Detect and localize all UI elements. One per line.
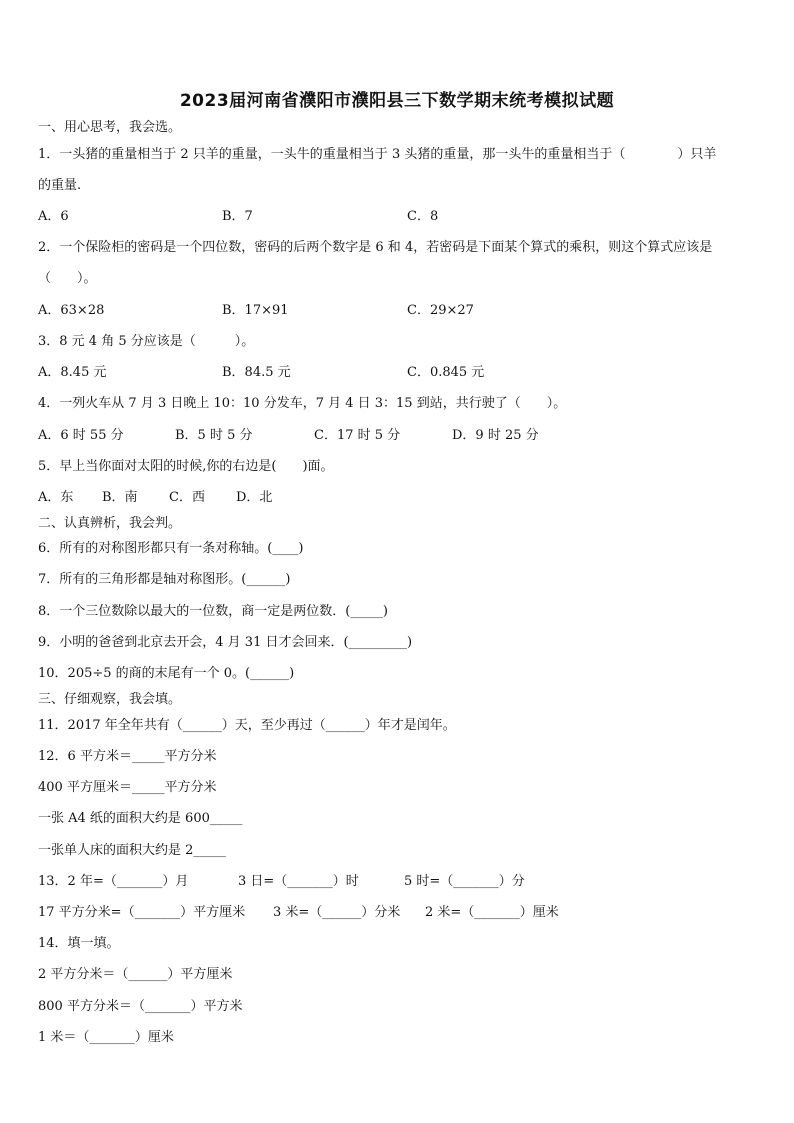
question-10-text: 10．205÷5 的商的末尾有一个 0。(______): [38, 666, 295, 681]
question-11-text: 11．2017 年全年共有（______）天，至少再过（______）年才是闰年。: [38, 718, 456, 733]
question-14-line-1: 2 平方分米＝（______）平方厘米: [38, 967, 233, 982]
question-14-line-3: 1 米＝（_______）厘米: [38, 1030, 174, 1045]
question-2-option-b: B．17×91: [222, 303, 289, 318]
question-13-part-f: 2 米=（_______）厘米: [425, 905, 559, 920]
question-4-option-b: B．5 时 5 分: [175, 428, 253, 443]
question-2-text: 2．一个保险柜的密码是一个四位数，密码的后两个数字是 6 和 4，若密码是下面某个算式的乘积，则这个算式应该是: [38, 240, 713, 255]
question-4-text: 4．一列火车从 7 月 3 日晚上 10：10 分发车，7 月 4 日 3：15 到站，共行驶了（ ）。: [38, 396, 567, 411]
question-14-title: 14．填一填。: [38, 936, 120, 951]
question-12-line-1: 12．6 平方米＝_____平方分米: [38, 749, 217, 764]
question-12-line-2: 400 平方厘米＝_____平方分米: [38, 780, 217, 795]
page-title: 2023届河南省濮阳市濮阳县三下数学期末统考模拟试题: [179, 91, 615, 111]
question-4-option-c: C．17 时 5 分: [314, 428, 401, 443]
question-1-option-c: C．8: [407, 209, 439, 224]
question-2-option-c: C．29×27: [407, 303, 474, 318]
question-5-text: 5．早上当你面对太阳的时候,你的右边是( )面。: [38, 459, 334, 474]
question-1-text-cont: 的重量.: [38, 178, 82, 193]
question-2-text-cont: （ ）。: [38, 271, 97, 286]
question-5-option-b: B．南: [102, 490, 138, 505]
question-9-text: 9．小明的爸爸到北京去开会，4 月 31 日才会回来．(_________): [38, 635, 413, 650]
question-5-option-c: C．西: [169, 490, 205, 505]
question-4-option-d: D．9 时 25 分: [452, 428, 539, 443]
question-13-part-b: 3 日=（_______）时: [238, 874, 359, 889]
question-3-option-b: B．84.5 元: [222, 365, 291, 380]
question-12-line-4: 一张单人床的面积大约是 2_____: [38, 843, 226, 858]
question-3-text: 3．8 元 4 角 5 分应该是（ ）。: [38, 334, 255, 349]
question-1-option-b: B．7: [222, 209, 253, 224]
question-12-line-3: 一张 A4 纸的面积大约是 600_____: [38, 811, 243, 826]
section-heading-2: 二、认真辨析，我会判。: [38, 516, 182, 531]
question-1-text: 1．一头猪的重量相当于 2 只羊的重量，一头牛的重量相当于 3 头猪的重量，那一头牛的重量相当于（ ）只羊: [38, 147, 717, 162]
question-7-text: 7．所有的三角形都是轴对称图形。(______): [38, 572, 291, 587]
section-heading-3: 三、仔细观察，我会填。: [38, 692, 182, 707]
question-3-option-c: C．0.845 元: [407, 365, 485, 380]
question-13-part-d: 17 平方分米=（_______）平方厘米: [38, 905, 246, 920]
section-heading-1: 一、用心思考，我会选。: [38, 120, 182, 135]
question-1-option-a: A．6: [38, 209, 69, 224]
question-5-option-a: A．东: [38, 490, 74, 505]
question-13-part-c: 5 时=（_______）分: [404, 874, 525, 889]
question-4-option-a: A．6 时 55 分: [38, 428, 124, 443]
question-6-text: 6．所有的对称图形都只有一条对称轴。(____): [38, 541, 304, 556]
question-13-part-a: 13．2 年=（_______）月: [38, 874, 189, 889]
question-13-part-e: 3 米=（______）分米: [273, 905, 401, 920]
question-8-text: 8．一个三位数除以最大的一位数，商一定是两位数．(_____): [38, 604, 388, 619]
question-14-line-2: 800 平方分米＝（_______）平方米: [38, 999, 243, 1014]
question-5-option-d: D．北: [236, 490, 273, 505]
question-3-option-a: A．8.45 元: [38, 365, 107, 380]
question-2-option-a: A．63×28: [38, 303, 105, 318]
